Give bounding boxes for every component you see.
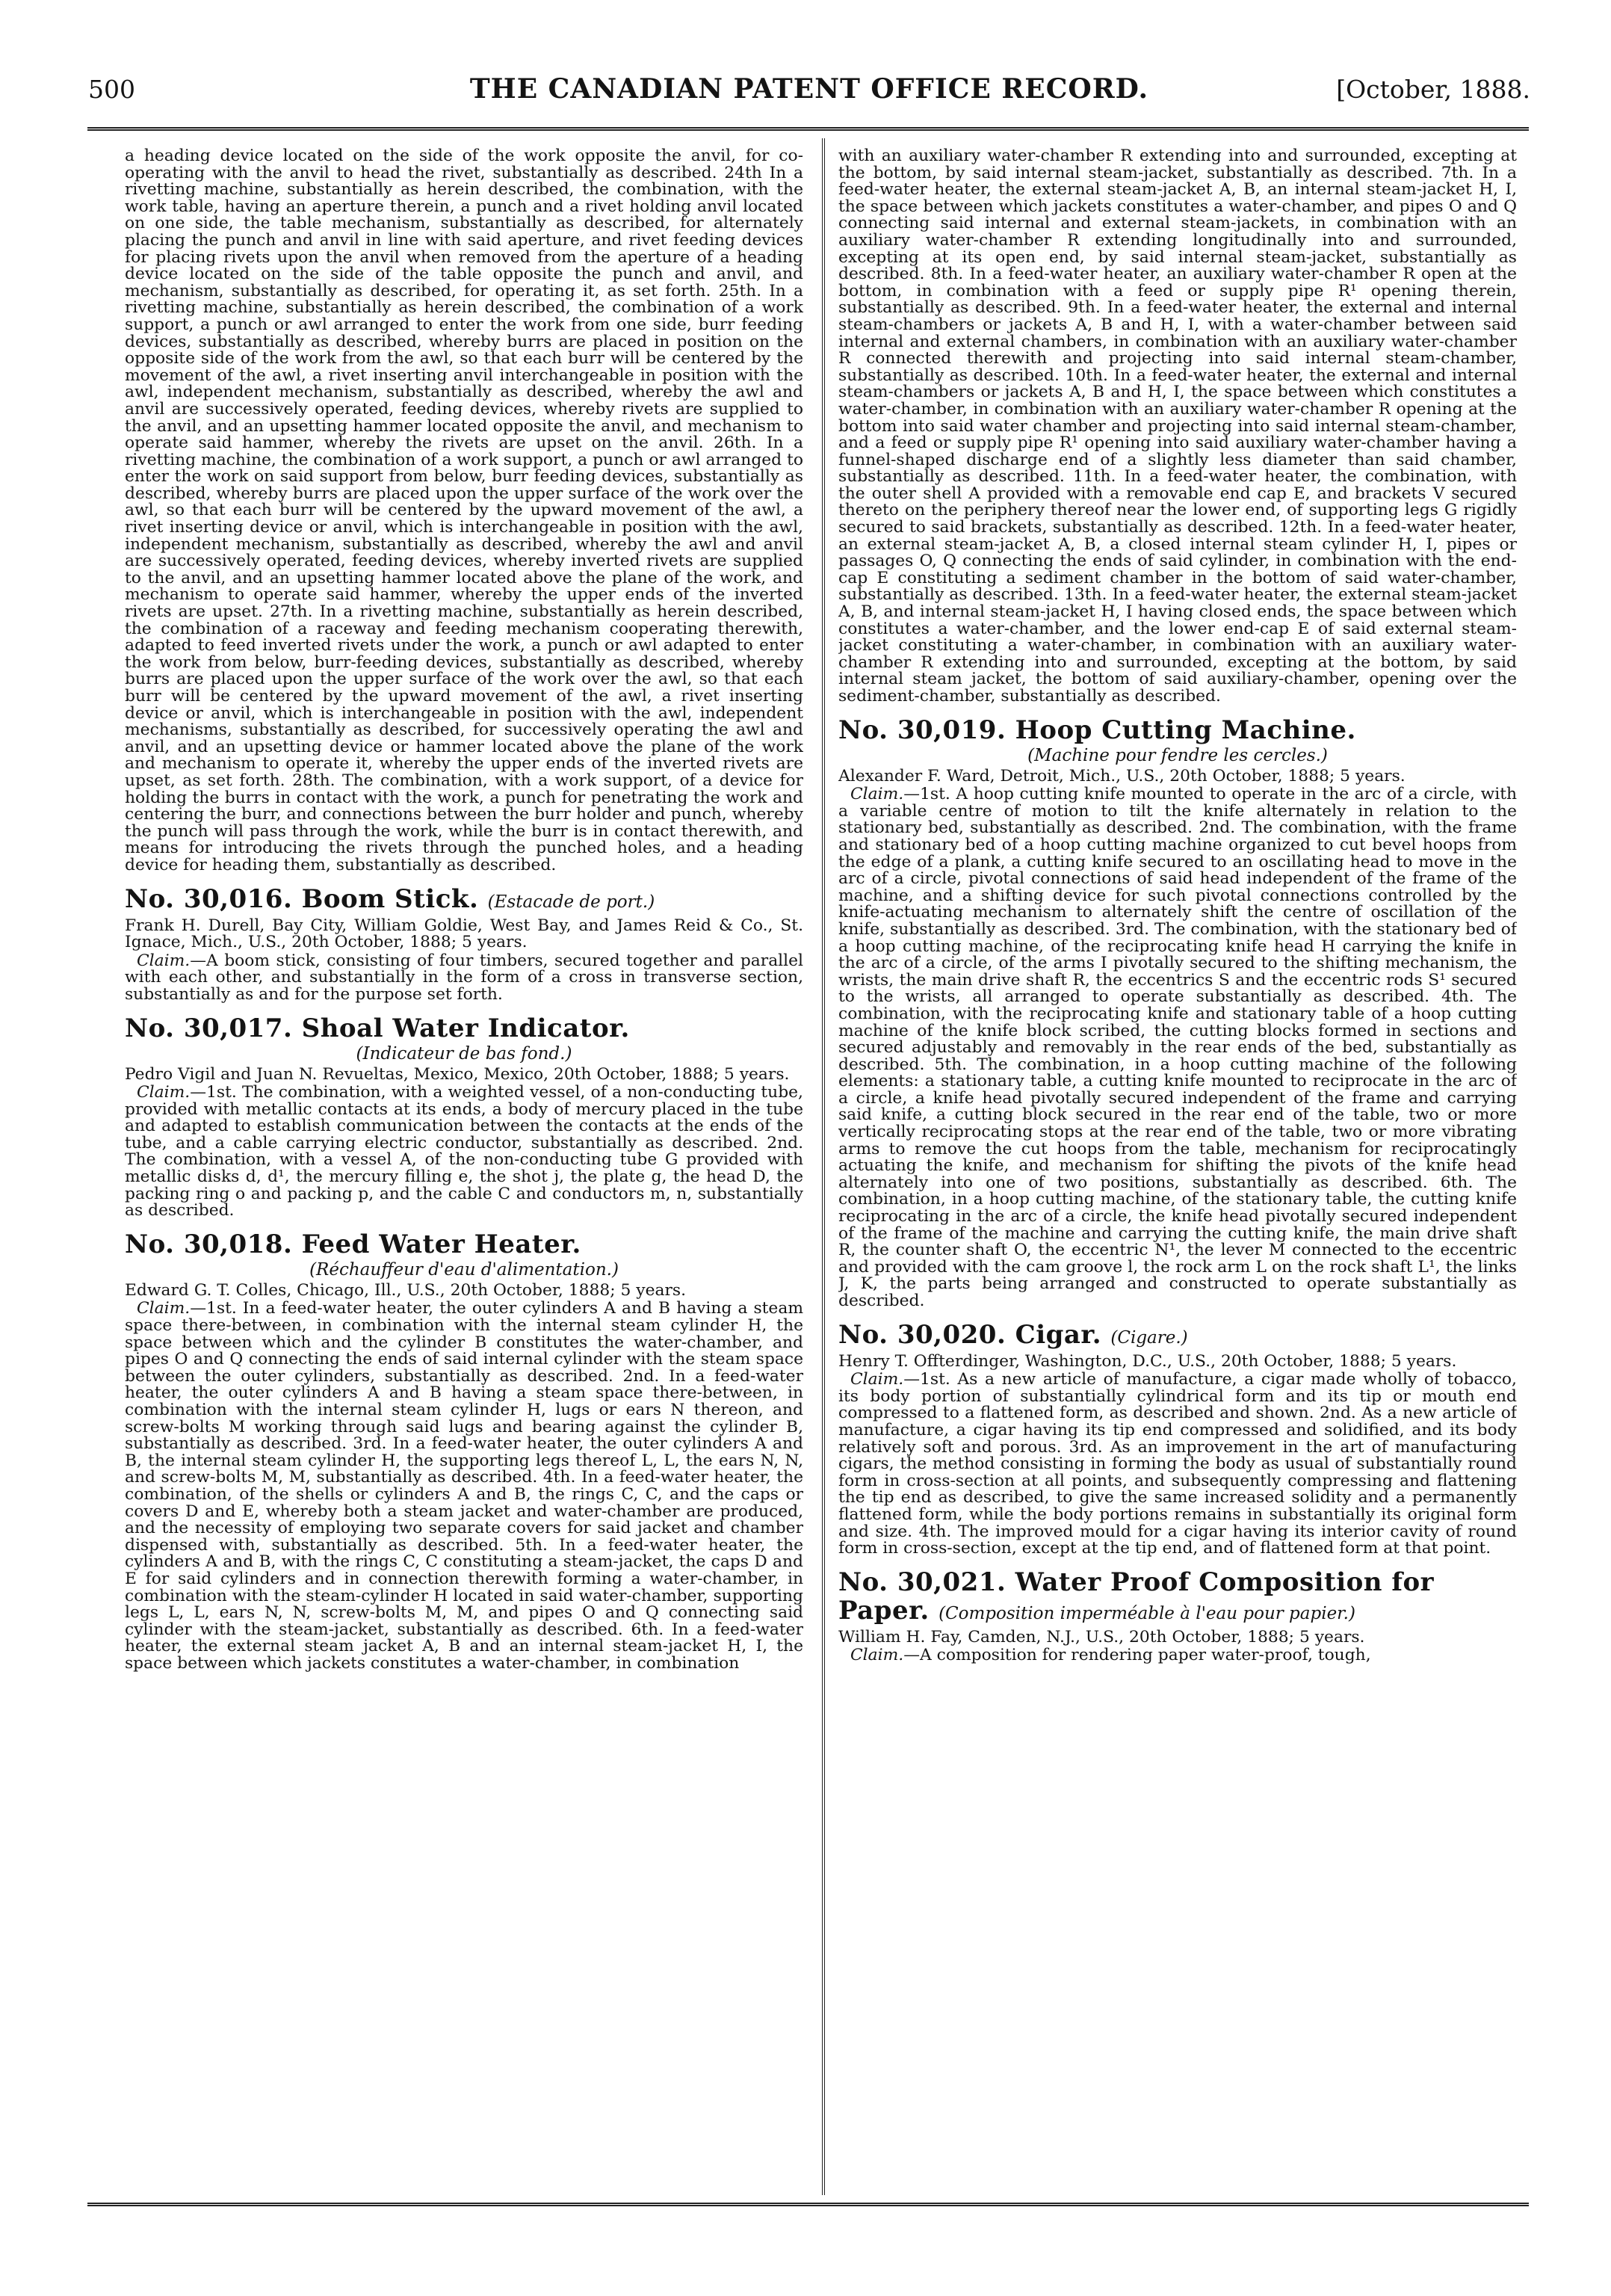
entry-claim [125,1084,803,1220]
patent-entry [838,716,1517,1310]
claim-text: —A composition for rendering paper water-proof, tough, [903,1646,1371,1665]
claim-label: Claim. [850,1646,904,1665]
entry-claim [125,1300,803,1672]
claim-text: —1st. A hoop cutting knife mounted to operate in the arc of a circle, with a variable centre of motion to tilt the knife alternately in relation to the stationary bed, substantially as described. 2nd. The combination, with the frame and stationary bed of a hoop cutting machine organized to cut bevel hoops from the edge of a plank, a cutting knife secured to an oscillating head to move in the arc of a circle, pivotal connections of said head independent of the frame of the machine, and a shifting device for such pivotal connections controlled by the knife-actuating mechanism to alternately shift the centre of oscillation of the knife, substantially as described. 3rd. The combination, with the stationary bed of a hoop cutting machine, of the reciprocating knife head H carrying the knife in the arc of a circle, of the arms I pivotally secured to the shifting mechanism, the wrists, the main drive shaft R, the eccentrics S and the eccentric rods S¹ secured to the wrists, all arranged to operate substantially as described. 4th. The combination, with the reciprocating knife and stationary table of a hoop cutting machine of the knife block scribed, the cutting blocks formed in sections and secured adjustably and removably in the rear ends of the bed, substantially as described. 5th. The combination, in a hoop cutting machine of the following elements: a stationary table, a cutting knife mounted to reciprocate in the arc of a circle, a knife head pivotally secured independent of the frame and carrying said knife, a cutting block secured in the rear end of the table, two or more vertically reciprocating stops at the rear end of the table, two or more vibrating arms to remove the cut hoops from the table, mechanism for reciprocatingly actuating the knife, and mechanism for shifting the pivots of the knife head alternately into one of two positions, substantially as described. 6th. The combination, in a hoop cutting machine, of the stationary table, the cutting knife reciprocating in the arc of a circle, the knife head pivotally secured independent of the frame of the machine and carrying the cutting knife, the main drive shaft R, the counter shaft O, the eccentric N¹, the lever M connected to the eccentric and provided with the cam groove l, the rock arm L on the rock shaft L¹, the links J, K, the parts being arranged and constructed to operate substantially as described. [838,785,1517,1310]
page-header [88,69,1530,111]
entry-heading [125,885,803,916]
entry-meta: William H. Fay, Camden, N.J., U.S., 20th October, 1888; 5 years. [838,1627,1365,1647]
entry-title: Cigar. [1015,1319,1102,1350]
entry-meta: Frank H. Durell, Bay City, William Goldie, West Bay, and James Reid & Co., St. Ignace, Mich., U.S., 20th October, 1888; 5 years. [125,916,803,952]
page-number: 500 [88,75,135,104]
claim-text: —1st. As a new article of manufacture, a cigar made wholly of tobacco, its body portion of substantially cylindrical form and its tip or mouth end compressed to a flattened form, as described and shown. 2nd. As a new article of manufacture, a cigar having its tip end compressed and solidified, and its body relatively soft and porous. 3rd. As an improvement in the art of manufacturing cigars, the method consisting in forming the body as usual of substantially round form in cross-section at all points, and subsequently compressing and flattening the tip end as described, to give the same increased solidity and a permanently flattened form, while the body portions remains in substantially its original form and size. 4th. The improved mould for a cigar having its interior cavity of round form in cross-section, except at the tip end, and of flattened form at that point. [838,1370,1517,1558]
entry-title: Feed Water Heater. [301,1229,581,1259]
entry-heading [125,1230,803,1259]
entry-french-title: (Indicateur de bas fond.) [356,1043,572,1064]
entry-number: No. 30,018. [125,1229,293,1259]
claim-label: Claim. [137,1083,191,1102]
patent-entry [125,885,803,1004]
right-column [838,148,1517,2196]
entry-french-title: (Machine pour fendre les cercles.) [1027,745,1328,765]
entry-title: Shoal Water Indicator. [301,1013,630,1043]
left-column [125,148,803,2196]
patent-entry [125,1230,803,1673]
entry-meta: Pedro Vigil and Juan N. Revueltas, Mexico, Mexico, 20th October, 1888; 5 years. [125,1064,790,1084]
patent-entry [125,1014,803,1220]
entry-claim [838,1371,1517,1558]
entry-number: No. 30,019. [838,715,1007,745]
entry-claim [125,953,803,1004]
entry-french-title: (Cigare.) [1110,1327,1188,1348]
claim-label: Claim. [850,785,904,804]
entry-heading [838,716,1517,744]
journal-title: THE CANADIAN PATENT OFFICE RECORD. [469,73,1149,105]
entry-french-title: (Estacade de port.) [487,892,655,912]
entry-claim [838,786,1517,1309]
entry-number: No. 30,020. [838,1319,1007,1350]
entry-title: Water Proof Composition for Paper. [838,1567,1435,1626]
claim-label: Claim. [850,1370,904,1389]
entry-claim [838,1647,1517,1664]
claim-text: —1st. In a feed-water heater, the outer cylinders A and B having a steam space there-between, in combination with the internal steam cylinder H, the space between which and the cylinder B constitutes the water-chamber, and pipes O and Q connecting the ends of said internal cylinder with the steam space between the outer cylinders, substantially as described. 2nd. In a feed-water heater, the outer cylinders A and B having a steam space there-between, in combination with the internal steam cylinder H, lugs or ears N thereon, and screw-bolts M working through said lugs and bearing against the cylinder B, substantially as described. 3rd. In a feed-water heater, the outer cylinders A and B, the internal steam cylinder H, the supporting legs thereof L, L, the ears N, N, and screw-bolts M, M, substantially as described. 4th. In a feed-water heater, the combination, of the shells or cylinders A and B, the rings C, C, and the caps or covers D and E, whereby both a steam jacket and water-chamber are produced, and the necessity of employing two separate covers for said jacket and chamber dispensed with, substantially as described. 5th. In a feed-water heater, the cylinders A and B, with the rings C, C constituting a steam-jacket, the caps D and E for said cylinders and in connection therewith forming a water-chamber, in combination with the steam-cylinder H located in said water-chamber, supporting legs L, L, ears N, N, screw-bolts M, M, and pipes O and Q connecting said cylinder with the steam-jacket, substantially as described. 6th. In a feed-water heater, the external steam jacket A, B and an internal steam-jacket H, I, the space between which jackets constitutes a water-chamber, in combination [125,1299,803,1673]
claim-text: —A boom stick, consisting of four timbers, secured together and parallel with each other, and substantially in the form of a cross in transverse section, substantially as and for the purpose set forth. [125,951,803,1004]
claim-label: Claim. [137,951,191,970]
patent-entry [838,1321,1517,1558]
entry-meta: Alexander F. Ward, Detroit, Mich., U.S., 20th October, 1888; 5 years. [838,766,1406,786]
entry-number: No. 30,021. [838,1567,1007,1597]
column-divider [822,138,825,2195]
entry-meta: Henry T. Offterdinger, Washington, D.C., U.S., 20th October, 1888; 5 years. [838,1351,1457,1371]
entry-title: Boom Stick. [301,883,479,914]
issue-date: [October, 1888. [1336,75,1530,104]
entry-french-title: (Composition imperméable à l'eau pour papier.) [939,1603,1355,1623]
continued-claims: with an auxiliary water-chamber R extending into and surrounded, excepting at the bottom, by said internal steam-jacket, substantially as described. 7th. In a feed-water heater, the external steam-jacket A, B, an internal steam-jacket H, I, the space between which jackets constitutes a water-chamber, and pipes O and Q connecting said internal and external steam-jackets, in combination with an auxiliary water-chamber R extending longitudinally into and surrounded, excepting at its open end, by said internal steam-jacket, substantially as described. 8th. In a feed-water heater, an auxiliary water-chamber R open at the bottom, in combination with a feed or supply pipe R¹ opening therein, substantially as described. 9th. In a feed-water heater, the external and internal steam-chambers or jackets A, B and H, I, with a water-chamber between said internal and external chambers, in combination with an auxiliary water-chamber R connected therewith and projecting into said internal steam-chamber, substantially as described. 10th. In a feed-water heater, the external and internal steam-chambers or jackets A, B and H, I, the space between which constitutes a water-chamber, in combination with an auxiliary water-chamber R opening at the bottom into said water chamber and projecting into said internal steam-chamber, and a feed or supply pipe R¹ opening into said auxiliary water-chamber having a funnel-shaped discharge end of a slightly less diameter than said chamber, substantially as described. 11th. In a feed-water heater, the combination, with the outer shell A provided with a removable end cap E, and brackets V secured thereto on the periphery thereof near the lower end, of supporting legs G rigidly secured to said brackets, substantially as described. 12th. In a feed-water heater, an external steam-jacket A, B, a closed internal steam cylinder H, I, pipes or passages O, Q connecting the ends of said cylinder, in combination with the end-cap E constituting a sediment chamber in the bottom of said water-chamber, substantially as described. 13th. In a feed-water heater, the external steam-jacket A, B, and internal steam-jacket H, I having closed ends, the space between which constitutes a water-chamber, and the lower end-cap E of said external steam-jacket constituting a water-chamber, in combination with an auxiliary water-chamber R extending into and surrounded, excepting at the bottom, by said internal steam jacket, the bottom of said auxiliary-chamber, opening over the sediment-chamber, substantially as described. [838,148,1517,706]
patent-entry [838,1568,1517,1664]
claim-text: —1st. The combination, with a weighted vessel, of a non-conducting tube, provided with metallic contacts at its ends, a body of mercury placed in the tube and adapted to establish communication between the contacts at the ends of the tube, and a cable carrying electric conductor, substantially as described. 2nd. The combination, with a vessel A, of the non-conducting tube G provided with metallic disks d, d¹, the mercury filling e, the shot j, the plate g, the head D, the packing ring o and packing p, and the cable C and conductors m, n, substantially as described. [125,1083,803,1220]
entry-title: Hoop Cutting Machine. [1015,715,1356,745]
entry-french-title: (Réchauffeur d'eau d'alimentation.) [309,1259,619,1280]
entry-number: No. 30,017. [125,1013,293,1043]
continued-claims: a heading device located on the side of the work opposite the anvil, for co-operating with the anvil to head the rivet, substantially as described. 24th In a rivetting machine, substantially as herein described, the combination, with the work table, having an aperture therein, a punch and a rivet holding anvil located on one side, the table mechanism, substantially as described, for alternately placing the punch and anvil in line with said aperture, and rivet feeding devices for placing rivets upon the anvil when removed from the aperture of a heading device located on the side of the table opposite the punch and anvil, and mechanism, substantially as described, for operating it, as set forth. 25th. In a rivetting machine, substantially as herein described, the combination of a work support, a punch or awl arranged to enter the work from one side, burr feeding devices, substantially as described, whereby burrs are placed in position on the opposite side of the work from the awl, so that each burr will be centered by the movement of the awl, a rivet inserting anvil interchangeable in position with the awl, independent mechanism, substantially as described, whereby the awl and anvil are successively operated, feeding devices, whereby rivets are supplied to the anvil, and an upsetting hammer located opposite the anvil, and mechanism to operate said hammer, whereby the rivets are upset on the anvil. 26th. In a rivetting machine, the combination of a work support, a punch or awl arranged to enter the work on said support from below, burr feeding devices, substantially as described, whereby burrs are placed upon the upper surface of the work over the awl, so that each burr will be centered by the upward movement of the awl, a rivet inserting device or anvil, which is interchangeable in position with the awl, independent mechanism, substantially as described, whereby the awl and anvil are successively operated, feeding devices, whereby inverted rivets are supplied to the anvil, and an upsetting hammer located above the plane of the work, and mechanism to operate said hammer, whereby the upper ends of the inverted rivets are upset. 27th. In a rivetting machine, substantially as herein described, the combination of a raceway and feeding mechanism cooperating therewith, adapted to feed inverted rivets under the work, a punch or awl adapted to enter the work from below, burr-feeding devices, substantially as described, whereby burrs are placed upon the upper surface of the work over the awl, so that each burr will be centered by the upward movement of the awl, a rivet inserting device or anvil, which is interchangeable in position with the awl, independent mechanisms, substantially as described, for successively operating the awl and anvil, and an upsetting device or hammer located above the plane of the work and mechanism to operate it, whereby the upper ends of the inverted rivets are upset, as set forth. 28th. The combination, with a work support, of a device for holding the burrs in contact with the work, a punch for penetrating the work and centering the burr, and connections between the burr holder and punch, whereby the punch will pass through the work, while the burr is in contact therewith, and means for introducing the rivets through the punched holes, and a heading device for heading them, substantially as described. [125,148,803,874]
entry-meta: Edward G. T. Colles, Chicago, Ill., U.S., 20th October, 1888; 5 years. [125,1280,687,1300]
entry-heading [838,1321,1517,1352]
entry-heading [125,1014,803,1043]
entry-number: No. 30,016. [125,883,293,914]
claim-label: Claim. [137,1299,191,1318]
entry-heading [838,1568,1517,1628]
